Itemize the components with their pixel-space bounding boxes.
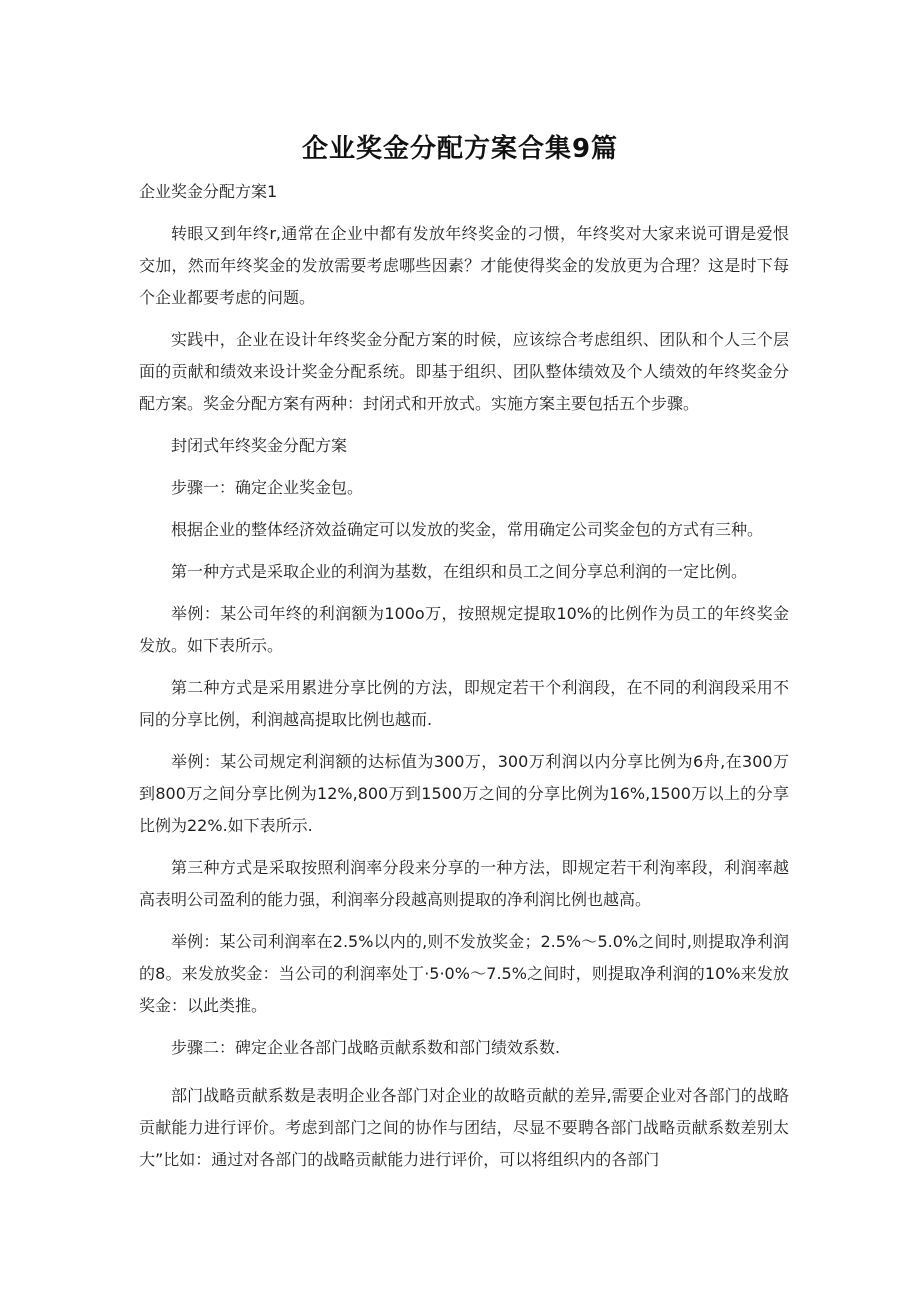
section-heading: 企业奖金分配方案1 — [139, 182, 278, 201]
paragraph: 转眼又到年终r,通常在企业中都有发放年终奖金的刁惯，年终奖对大家来说可谓是爱恨交加，然而年终奖金的发放需要考虑哪些因素？才能使得奖金的发放更为合理？这是时下每个企业都要考虑的问题。 — [139, 224, 789, 307]
document-title: 企业奖金分配方案合集9篇 — [301, 134, 619, 164]
paragraph: 实践中，企业在设计年终奖金分配方案的时候，应该综合考虑组织、团队和个人三个层面的贡献和绩效来设计奖金分配系统。即基于组织、团队整体绩效及个人绩效的年终奖金分配方案。奖金分配方案有两种：封闭式和开放式。实施方案主要包括五个步骤。 — [139, 330, 789, 413]
step-heading: 步骤一：确定企业奖金包。 — [171, 478, 364, 497]
paragraph: 第三种方式是采取按照利润率分段来分享的一种方法，即规定若干利洵率段，利润率越高表明公司盈利的能力强，利润率分段越高则提取的净利润比例也越高。 — [139, 858, 789, 909]
subsection-heading: 封闭式年终奖金分配方案 — [171, 436, 348, 455]
example-paragraph: 举例：某公司年终的利润额为100o万，按照规定提取10%的比例作为员工的年终奖金发放。如下表所示。 — [139, 604, 789, 655]
paragraph: 第一种方式是采取企业的利润为基数，在组织和员工之间分享总利润的一定比例。 — [171, 562, 748, 581]
example-paragraph: 举例：某公司规定利润额的达标值为300万，300万利润以内分享比例为6舟,在300万到800万之间分享比例为12%,800万到1500万之间的分享比例为16%,1500万以上的分享比例为22%.如下表所示. — [139, 752, 789, 835]
paragraph: 第二种方式是采用累进分享比例的方法，即规定若干个利润段，在不同的利润段采用不同的分享比例，利润越高提取比例也越而. — [139, 678, 789, 729]
paragraph: 根据企业的整体经济效益确定可以发放的奖金，常用确定公司奖金包的方式有三种。 — [171, 520, 764, 539]
paragraph: 部门战略贡献系数是表明企业各部门对企业的故略贡献的差异,需要企业对各部门的战略贡献能力进行评价。考虑到部门之间的协作与团结，尽显不要聘各部门战略贡献系数差别太大”比如：通过对各部门的战略贡献能力进行评价，可以将组织内的各部门 — [139, 1086, 789, 1169]
document-body — [139, 176, 789, 1186]
step-heading: 步骤二：碑定企业各部门战略贡献系数和部门绩效系数. — [171, 1038, 561, 1057]
example-paragraph: 举例：某公司利润率在2.5%以内的,则不发放奖金；2.5%～5.0%之间时,则提取净利润的8。来发放奖金：当公司的利润率处丁·5·0%～7.5%之间时，则提取净利润的10%来发放奖金：以此类推。 — [139, 932, 789, 1015]
